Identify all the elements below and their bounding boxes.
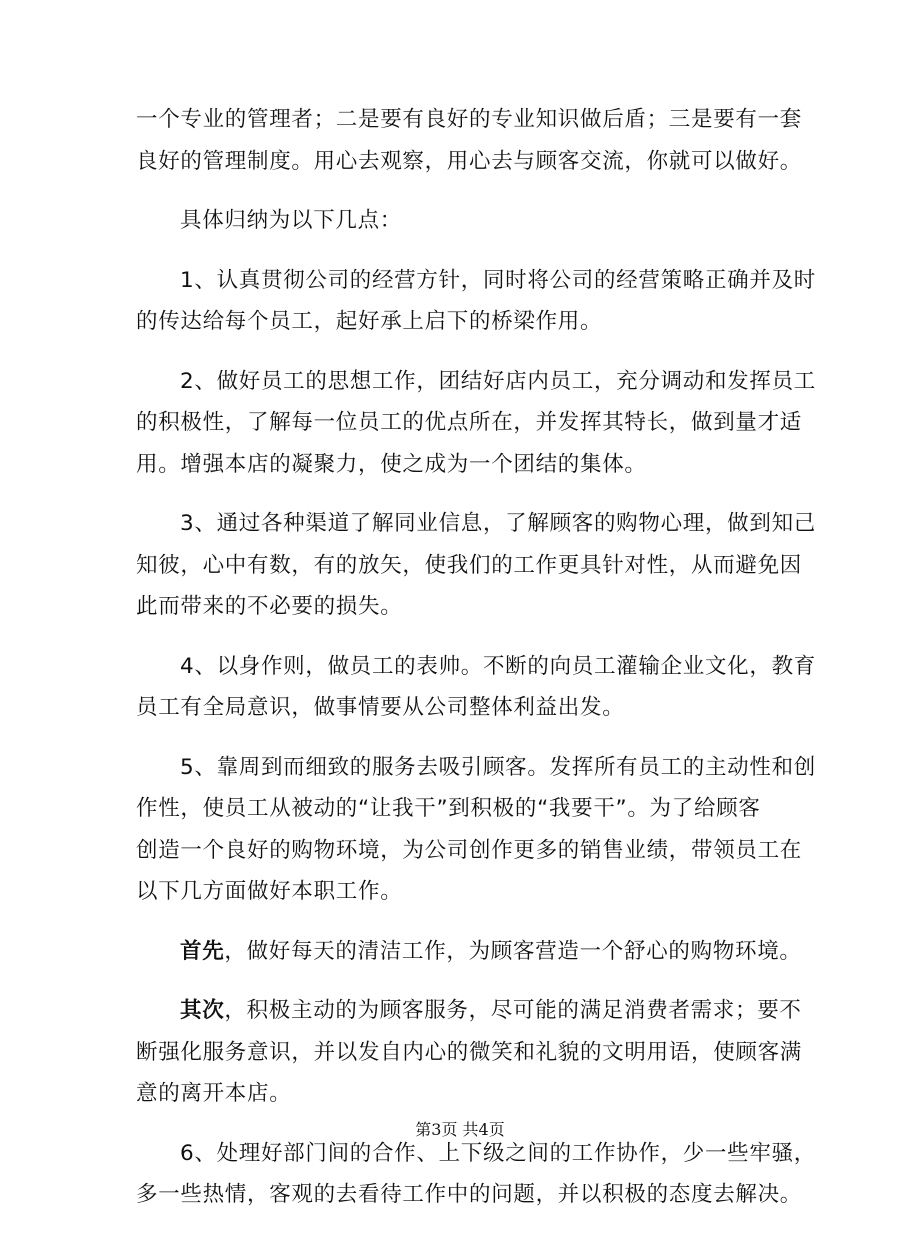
text-line: 作性，使员工从被动的“让我干”到积极的“我要干”。为了给顾客 [136,796,761,821]
text-line: 1、认真贯彻公司的经营方针，同时将公司的经营策略正确并及时 [180,267,816,293]
text-line: ，积极主动的为顾客服务，尽可能的满足消费者需求；要不 [224,998,802,1023]
paragraph-point-5 [136,747,816,913]
paragraph-second [136,990,803,1115]
text-line: 断强化服务意识，并以发自内心的微笑和礼貌的文明用语，使顾客满 [136,1039,803,1065]
text-line: 员工有全局意识，做事情要从公司整体利益出发。 [136,695,625,720]
text-line: 一个专业的管理者；二是要有良好的专业知识做后盾；三是要有一套 [136,107,803,132]
document-body [136,99,816,1234]
paragraph-first [136,931,802,973]
text-line: 4、以身作则，做员工的表帅。不断的向员工灌输企业文化，教育 [180,653,816,679]
paragraph-point-3 [136,503,816,628]
text-line: ，做好每天的清洁工作，为顾客营造一个舒心的购物环境。 [224,938,802,964]
text-line: 2、做好员工的思想工作，团结好店内员工，充分调动和发挥员工 [180,368,816,394]
paragraph-summary-heading [136,200,786,242]
text-line: 意的离开本店。 [136,1081,292,1106]
text-line: 5、靠周到而细致的服务去吸引顾客。发挥所有员工的主动性和创 [180,754,816,780]
bold-lead-second: 其次 [180,998,225,1023]
paragraph-point-6 [136,1133,816,1216]
text-line: 用。增强本店的凝聚力，使之成为一个团结的集体。 [136,451,647,477]
text-line: 以下几方面做好本职工作。 [136,879,403,904]
paragraph-intro [136,99,803,182]
text-line: 多一些热情，客观的去看待工作中的问题，并以积极的态度去解决。 [136,1182,803,1207]
text-line: 的传达给每个员工，起好承上启下的桥梁作用。 [136,309,603,334]
text-line: 知彼，心中有数，有的放矢，使我们的工作更具针对性，从而避免因 [136,552,803,578]
page-number-footer: 第3页 共4页 [415,1120,505,1139]
text-line: 6、处理好部门间的合作、上下级之间的工作协作，少一些牢骚， [180,1140,816,1166]
text-line: 的积极性，了解每一位员工的优点所在，并发挥其特长，做到量才适 [136,410,803,435]
text-line: 此而带来的不必要的损失。 [136,594,403,619]
text-line: 具体归纳为以下几点： [180,208,403,233]
text-line: 创造一个良好的购物环境，为公司创作更多的销售业绩，带领员工在 [136,837,803,863]
text-line: 良好的管理制度。用心去观察，用心去与顾客交流，你就可以做好。 [136,148,803,174]
text-line: 3、通过各种渠道了解同业信息，了解顾客的购物心理，做到知己 [180,511,816,536]
paragraph-point-2 [136,361,816,486]
paragraph-point-4 [136,646,816,729]
paragraph-point-1 [136,260,816,343]
bold-lead-first: 首先 [180,938,225,964]
